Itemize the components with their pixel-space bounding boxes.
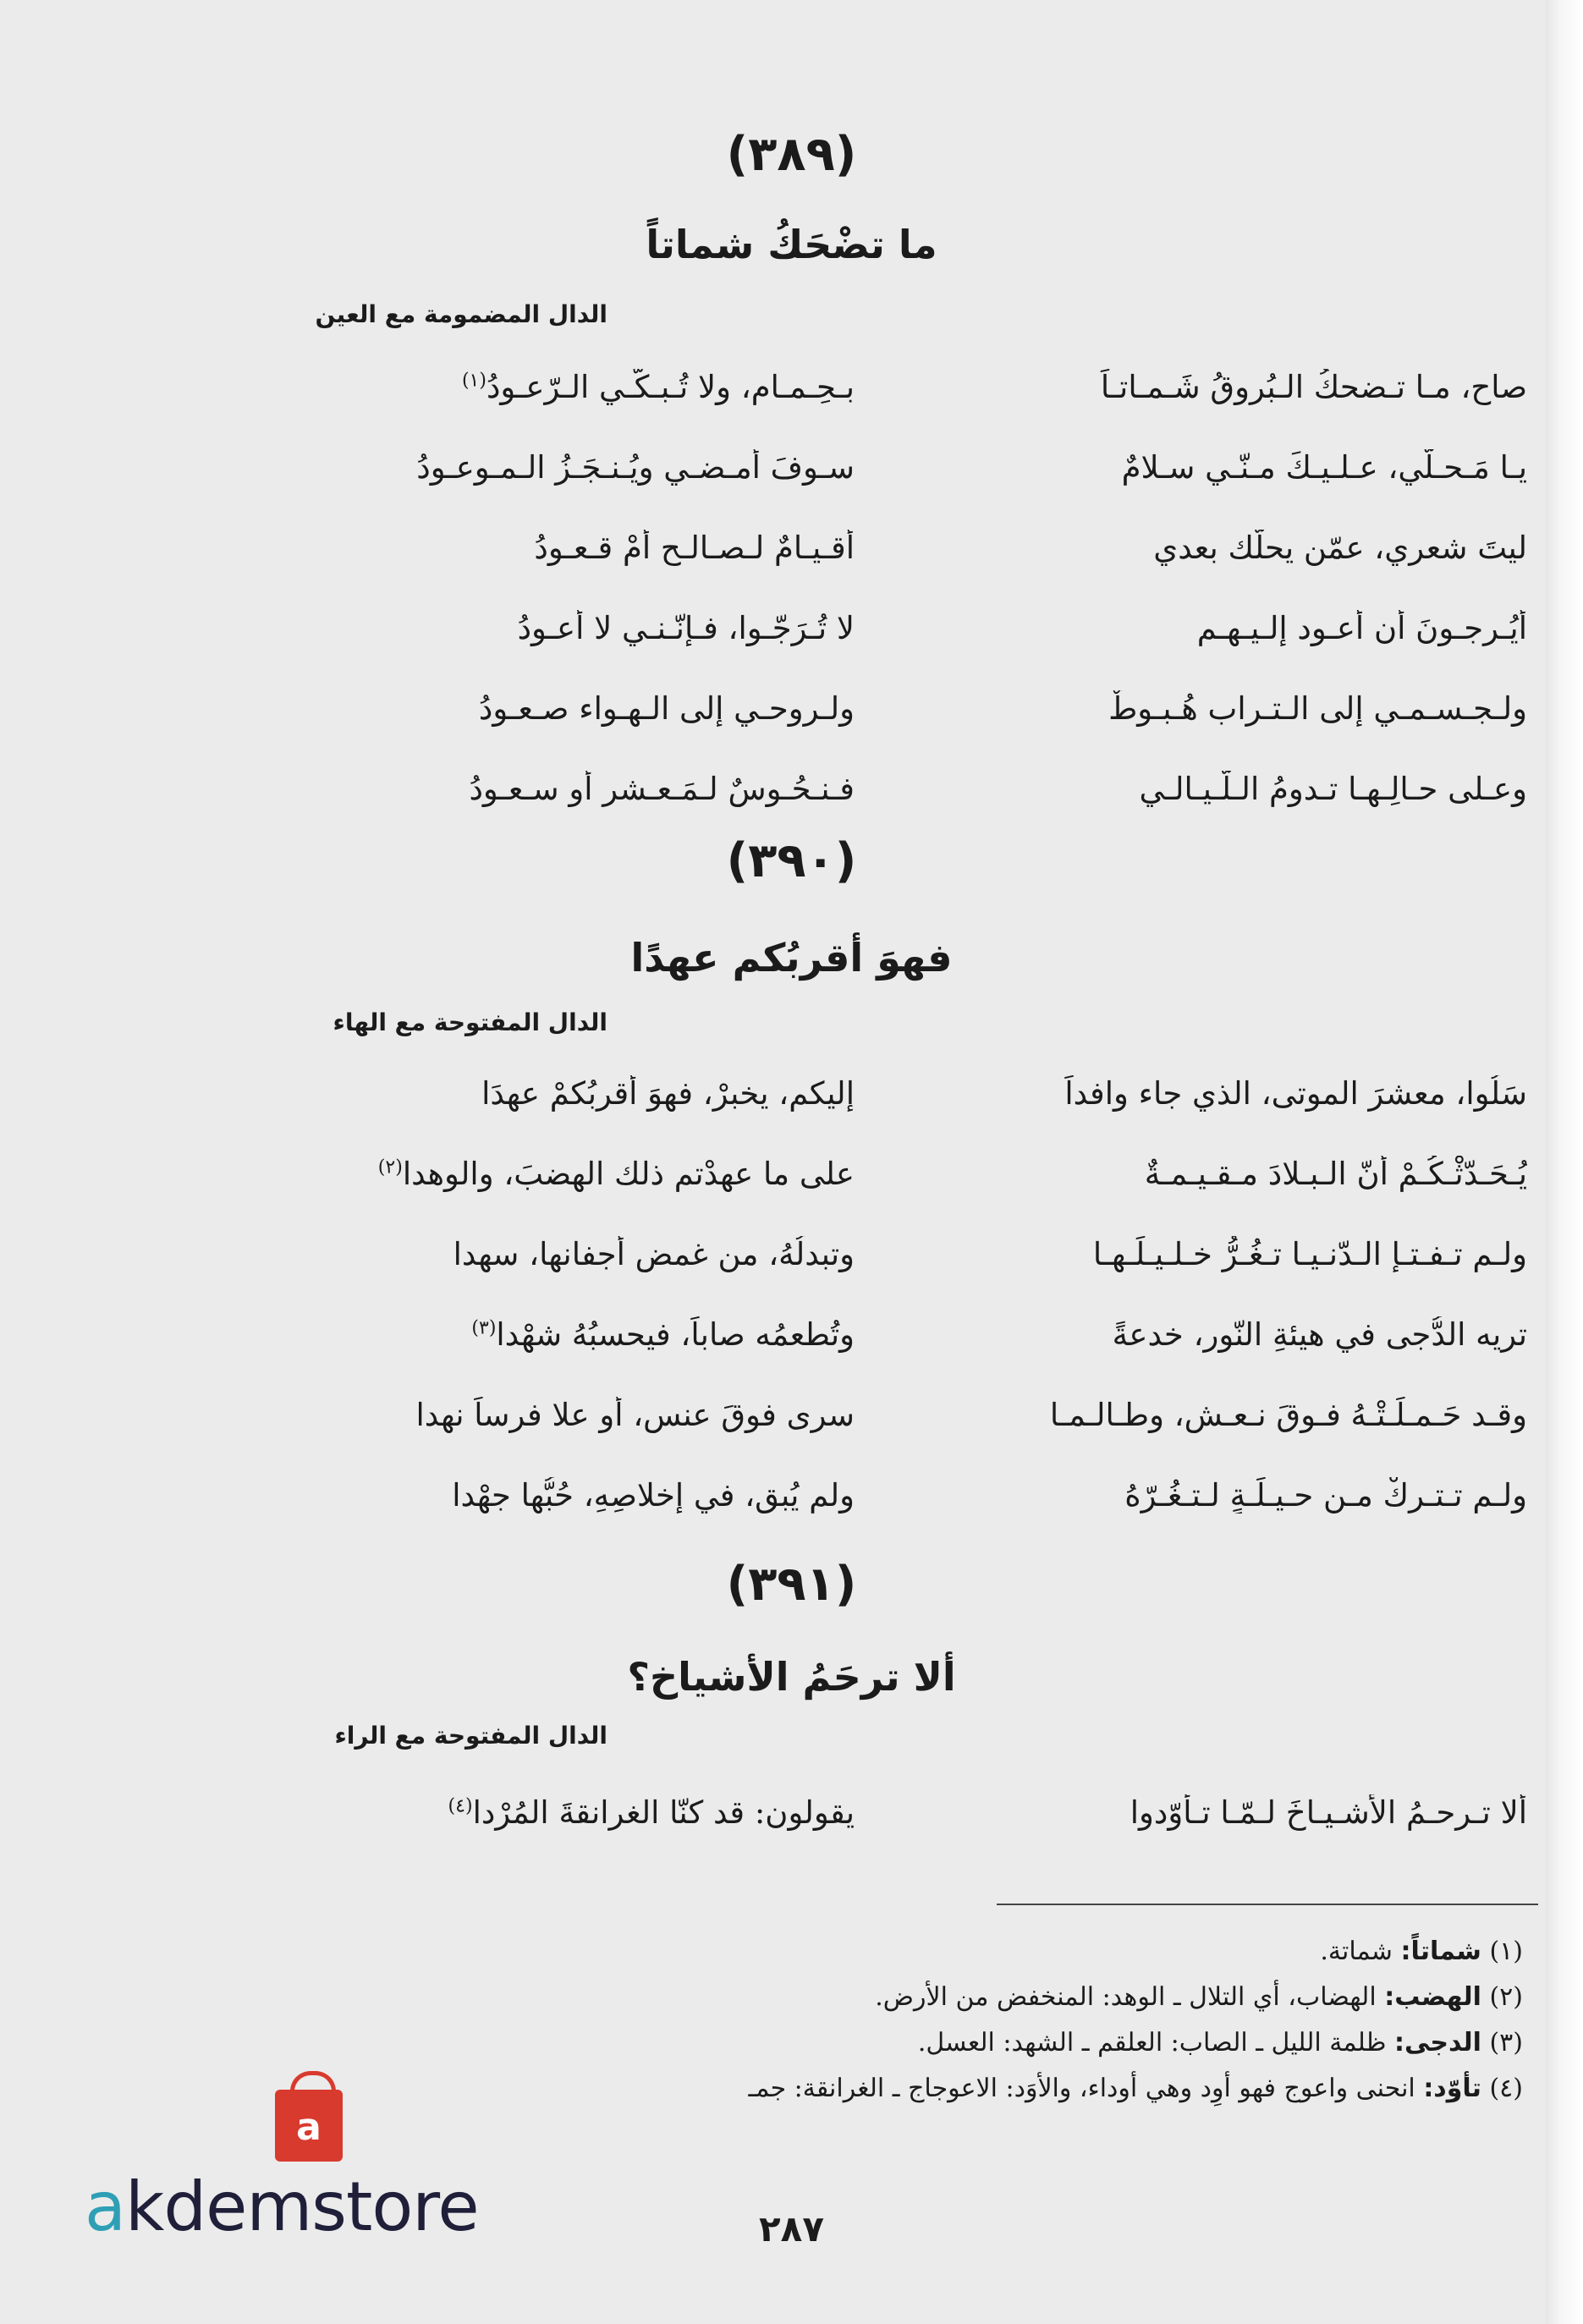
rhyme-label: الدال المفتوحة مع الهاء	[333, 1008, 607, 1036]
poem-couplets	[233, 1053, 1574, 1536]
footnote-text: ظلمة الليل ـ الصاب: العلقم ـ الشهد: العسل.	[917, 2028, 1387, 2058]
footnote-number: (٣)	[1489, 2028, 1523, 2058]
hemistich-second: أقـيـامٌ لـصـالـحٍ أمْ قـعـودُ	[534, 530, 855, 566]
footnote-number: (٤)	[1489, 2074, 1523, 2103]
footnote-marker: (٣)	[471, 1317, 497, 1339]
footnote-number: (٢)	[1489, 1982, 1523, 2012]
hemistich-text: يقولون: قد كنّا الغرانقةَ المُرْدا	[472, 1794, 855, 1831]
hemistich-first: يُـحَـدّثْـكُـمْ أنّ الـبـلادَ مـقـيـمـةٌ	[1144, 1156, 1527, 1192]
poem-number: (٣٨٩)	[726, 127, 857, 182]
hemistich-second: وتبدلُهُ، من غمضِ أجفانها، سهدا	[453, 1236, 855, 1272]
footnote-marker: (٤)	[448, 1795, 473, 1817]
hemistich-first: تريه الدُّجى في هيئةِ النّور، خدعةً	[1112, 1316, 1527, 1353]
logo-prefix: a	[85, 2167, 126, 2246]
footnote	[228, 2020, 1523, 2066]
hemistich-first: أيُـرجـونَ أن أعـود إلـيـهـم	[1196, 610, 1527, 646]
hemistich-first: يـا مَـحـلّي، عـلـيـكَ مـنّـي سـلامٌ	[1121, 449, 1527, 486]
footnote-divider	[997, 1904, 1538, 1905]
footnote-marker: (١)	[461, 370, 486, 392]
hemistich-second: ولـروحـي إلى الـهـواء صـعـودُ	[478, 690, 855, 727]
couplet	[233, 749, 1574, 829]
hemistich-first: صاحِ، مـا تـضحكُ الـبُروقُ شَـمـاتـاً	[1100, 369, 1527, 405]
gift-badge-icon: a	[275, 2090, 343, 2162]
hemistich-first: ليتَ شعري، عمّن يحلُّك بعدي	[1153, 530, 1527, 566]
poem-couplets	[233, 347, 1574, 829]
hemistich-text: وتُطعمُه صاباً، فيحسبُهُ شهْدا	[496, 1316, 855, 1353]
poem-couplets	[233, 1772, 1574, 1853]
logo-rest: kdemstore	[125, 2167, 479, 2246]
hemistich-second: ولم يُبقِ، في إخلاصِهِ، حُبُّها جهْدا	[452, 1477, 855, 1514]
poem-title: ما تضْحَكُ شماتاً	[646, 222, 937, 267]
hemistich-second: إليكم، يخبرْ، فهوَ أقربُكمْ عهدَا	[481, 1075, 855, 1112]
couplet	[233, 1214, 1574, 1294]
footnote-number: (١)	[1489, 1937, 1523, 1966]
hemistich-first: ولـم تـفـتـإِ الـدّنـيـا تـغُـرُّ خـلـيـلَـهـا	[1092, 1236, 1527, 1272]
couplet	[233, 1772, 1574, 1853]
logo-wordmark	[85, 2167, 479, 2246]
footnote-term: الهضب:	[1384, 1982, 1481, 2012]
couplet	[233, 1134, 1574, 1214]
poem-number: (٣٩١)	[726, 1557, 857, 1612]
rhyme-label: الدال المفتوحة مع الراء	[334, 1722, 607, 1750]
couplet	[233, 1294, 1574, 1375]
couplet	[233, 588, 1574, 668]
store-logo	[85, 2090, 558, 2250]
hemistich-second	[233, 369, 855, 405]
footnote-term: تأوّد:	[1423, 2074, 1481, 2103]
footnote-text: انحنى واعوج فهو أوِد وهي أوداء، والأوَد: الاعوجاج ـ الغرانقة: جمـ	[748, 2074, 1415, 2103]
page-number: ٢٨٧	[759, 2208, 824, 2250]
hemistich-second	[233, 1316, 855, 1353]
footnote-marker: (٢)	[377, 1157, 403, 1178]
couplet	[233, 427, 1574, 508]
hemistich-second	[233, 1794, 855, 1831]
poem-number: (٣٩٠)	[726, 833, 857, 888]
footnote	[228, 1975, 1523, 2020]
hemistich-first: وقـد حَـمـلَـتْـهُ فـوقَ نـعـشٍ، وطـالـمـا	[1049, 1397, 1527, 1433]
hemistich-second	[233, 1156, 855, 1192]
hemistich-first: سَلُوا، معشرَ الموتى، الذي جاء وافداً	[1064, 1075, 1527, 1112]
hemistich-first: ولـم تـتـركْ مـن حـيـلَـةٍ لـتـغُـرّهُ	[1124, 1477, 1527, 1514]
couplet	[233, 347, 1574, 427]
couplet	[233, 1053, 1574, 1134]
couplet	[233, 508, 1574, 588]
hemistich-second: سـوفَ أمـضـي ويُـنـجَـزُ الـمـوعـودُ	[416, 449, 855, 486]
couplet	[233, 1455, 1574, 1536]
hemistich-text: بـحِـمـامٍ، ولا تُـبـكّـي الـرّعـودُ	[486, 369, 855, 405]
footnote-text: الهضاب، أي التلال ـ الوهد: المنخفض من الأرض.	[875, 1982, 1377, 2012]
hemistich-first: ألا تـرحـمُ الأشـيـاخَ لـمّـا تـأوّدوا	[1130, 1794, 1527, 1831]
hemistich-second: فـنـحُـوسٌ لـمَـعـشرٍ أو سـعـودُ	[469, 771, 855, 807]
poem-title: فهوَ أقربُكم عهدًا	[630, 935, 953, 981]
couplet	[233, 1375, 1574, 1455]
hemistich-second: سرى فوقَ عنسٍ، أو علا فرساً نهدا	[415, 1397, 855, 1433]
couplet	[233, 668, 1574, 749]
footnote	[228, 1929, 1523, 1975]
footnotes	[228, 1929, 1523, 2112]
poem-title: ألا ترحَمُ الأشياخ؟	[627, 1654, 956, 1700]
footnote-term: شماتاً:	[1400, 1937, 1481, 1966]
footnote-text: شماتة.	[1320, 1937, 1393, 1966]
hemistich-text: على ما عهدْتم ذلك الهضبَ، والوهدا	[402, 1156, 855, 1192]
footnote-term: الدجى:	[1394, 2028, 1481, 2058]
rhyme-label: الدال المضمومة مع العين	[315, 300, 607, 328]
hemistich-first: ولـجـسـمـي إلى الـتـراب هُـبـوطٌ	[1108, 690, 1527, 727]
hemistich-second: لا تُـرَجّـوا، فـإنّـنـي لا أعـودُ	[517, 610, 855, 646]
hemistich-first: وعـلى حـالِـهـا تـدومُ الـلّـيـالـي	[1139, 771, 1527, 807]
